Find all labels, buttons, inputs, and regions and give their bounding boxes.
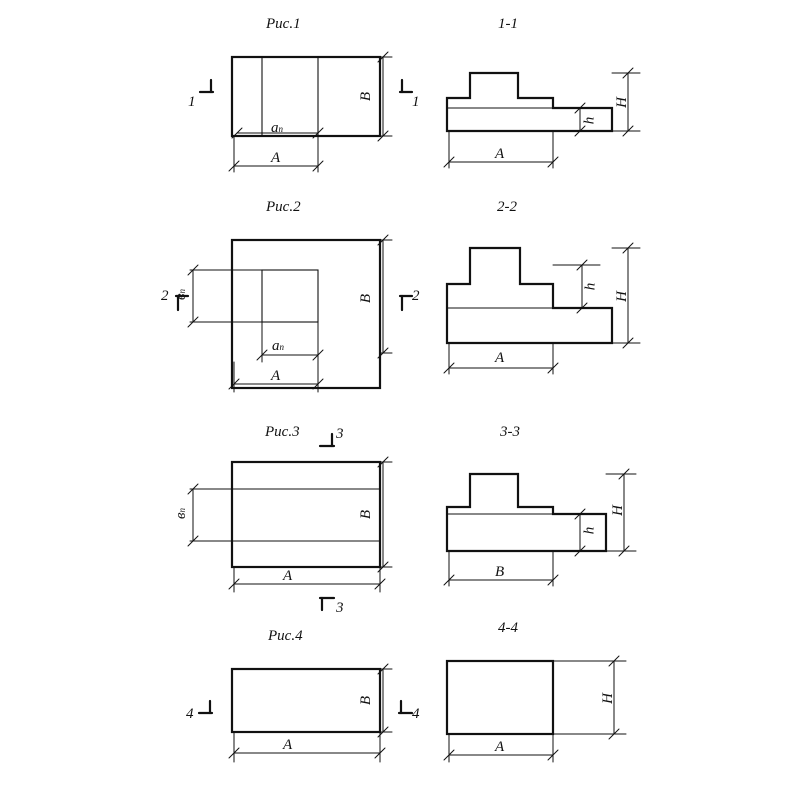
fig2-plan-width-label: А xyxy=(271,368,281,384)
cut-mark-2-left-label: 2 xyxy=(161,288,169,304)
fig4-section-width-label: А xyxy=(495,739,505,755)
fig1-section-width-label: А xyxy=(495,146,505,162)
fig1-plan-width-label: А xyxy=(271,150,281,166)
fig2-plan-height-label: В xyxy=(358,293,375,304)
fig3-section-width-label: В xyxy=(495,564,505,580)
cut-mark-3-top-label: 3 xyxy=(336,426,344,442)
fig1-section-height-label: Н xyxy=(613,97,630,108)
cut-mark-1-left-label: 1 xyxy=(188,94,196,110)
cut-mark-2-right-label: 2 xyxy=(412,288,420,304)
cut-mark-4-left-label: 4 xyxy=(186,706,194,722)
cut-mark-3-bottom-label: 3 xyxy=(336,600,344,616)
fig3-section-step-label: h xyxy=(581,526,598,535)
fig3-plan-width-label: А xyxy=(283,568,293,584)
cut-mark-4-right-label: 4 xyxy=(412,706,420,722)
fig4-plan-width-label: А xyxy=(283,737,293,753)
fig2-plan-side-label: вп xyxy=(173,288,190,301)
figure-caption-1: Рис.1 xyxy=(266,16,301,32)
fig3-plan-height-label: В xyxy=(358,509,375,520)
fig1-plan-height-label: В xyxy=(358,91,375,102)
fig2-section-height-label: Н xyxy=(613,291,630,302)
fig4-plan-height-label: В xyxy=(358,695,375,706)
fig2-section-width-label: А xyxy=(495,350,505,366)
fig4-section-height-label: Н xyxy=(599,693,616,704)
fig2-section-step-label: h xyxy=(582,282,599,291)
figure-caption-2: Рис.2 xyxy=(266,199,301,215)
section-caption-4: 4-4 xyxy=(498,620,518,636)
fig1-section-step-label: h xyxy=(581,116,598,125)
section-caption-2: 2-2 xyxy=(497,199,517,215)
section-caption-3: 3-3 xyxy=(500,424,520,440)
fig3-plan-side-label: вп xyxy=(173,507,190,520)
fig1-plan-inner-label: ап xyxy=(271,120,283,136)
figure-caption-4: Рис.4 xyxy=(268,628,303,644)
fig3-section-height-label: Н xyxy=(609,505,626,516)
section-caption-1: 1-1 xyxy=(498,16,518,32)
fig2-plan-inner-label: ап xyxy=(272,338,284,354)
cut-mark-1-right-label: 1 xyxy=(412,94,420,110)
figure-caption-3: Рис.3 xyxy=(265,424,300,440)
